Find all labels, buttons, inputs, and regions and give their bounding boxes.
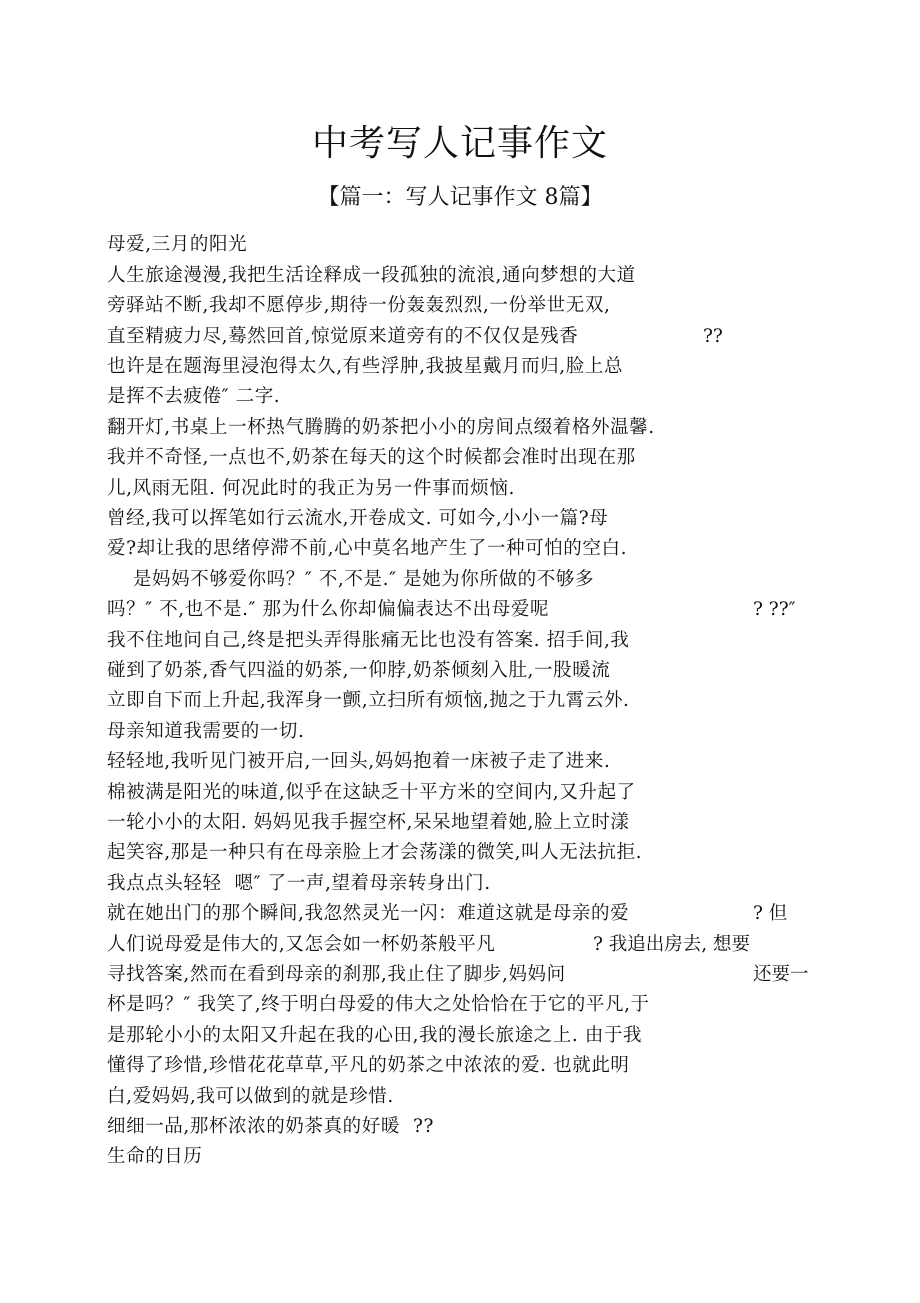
text-line: 起笑容,那是一种只有在母亲脸上才会荡漾的微笑,叫人无法抗拒.: [107, 842, 643, 863]
text-line: 是妈妈不够爱你吗？″ 不,不是.″ 是她为你所做的不够多: [107, 569, 595, 590]
text-line: 懂得了珍惜,珍惜花花草草,平凡的奶茶之中浓浓的爱. 也就此明: [107, 1055, 630, 1076]
text-line: 生命的日历: [107, 1146, 203, 1167]
line-tail: ? 我追出房去, 想要: [593, 934, 751, 955]
text-line: 白,爱妈妈,我可以做到的就是珍惜.: [107, 1086, 394, 1107]
text-line: 吗？″ 不,也不是.″ 那为什么你却偏偏表达不出母爱呢: [107, 599, 550, 620]
text-line: 爱?却让我的思绪停滞不前,心中莫名地产生了一种可怕的空白.: [107, 538, 628, 559]
document-subtitle: 【篇一：写人记事作文 8篇】: [317, 185, 603, 210]
text-line: 人们说母爱是伟大的,又怎会如一杯奶茶般平凡: [107, 934, 496, 955]
document-title: 中考写人记事作文: [311, 123, 608, 164]
text-line: 碰到了奶茶,香气四溢的奶茶,一仰脖,奶茶倾刻入肚,一股暖流: [107, 660, 611, 681]
text-line: 也许是在题海里浸泡得太久,有些浮肿,我披星戴月而归,脸上总: [107, 356, 624, 377]
text-line: 儿,风雨无阻. 何况此时的我正为另一件事而烦恼.: [107, 478, 515, 499]
text-line: 就在她出门的那个瞬间,我忽然灵光一闪：难道这就是母亲的爱: [107, 903, 630, 924]
text-line: 立即自下而上升起,我浑身一颤,立扫所有烦恼,抛之于九霄云外.: [107, 690, 630, 711]
text-line: 是那轮小小的太阳又升起在我的心田,我的漫长旅途之上. 由于我: [107, 1025, 643, 1046]
text-line: 曾经,我可以挥笔如行云流水,开卷成文. 可如今,小小一篇?母: [107, 508, 609, 529]
text-line: 我不住地问自己,终是把头弄得胀痛无比也没有答案. 招手间,我: [107, 630, 630, 651]
text-line: 直至精疲力尽,蓦然回首,惊觉原来道旁有的不仅仅是残香: [107, 326, 579, 347]
text-line: 一轮小小的太阳. 妈妈见我手握空杯,呆呆地望着她,脸上立时漾: [107, 812, 630, 833]
text-line: 棉被满是阳光的味道,似乎在这缺乏十平方米的空间内,又升起了: [107, 782, 636, 803]
text-line: 人生旅途漫漫,我把生活诠释成一段孤独的流浪,通向梦想的大道: [107, 265, 636, 286]
text-line: 旁驿站不断,我却不愿停步,期待一份轰轰烈烈,一份举世无双,: [107, 295, 611, 316]
text-line: 轻轻地,我听见门被开启,一回头,妈妈抱着一床被子走了进来.: [107, 751, 611, 772]
text-line: 是挥不去疲倦″ 二字.: [107, 386, 281, 407]
line-tail: 还要一: [753, 964, 809, 985]
text-line: 我并不奇怪,一点也不,奶茶在每天的这个时候都会准时出现在那: [107, 447, 636, 468]
line-tail: ? ??″: [753, 599, 796, 620]
text-line: 杯是吗？″ 我笑了,终于明白母爱的伟大之处恰恰在于它的平凡,于: [107, 994, 650, 1015]
text-line: 母亲知道我需要的一切.: [107, 721, 305, 742]
text-line: 翻开灯,书桌上一杯热气腾腾的奶茶把小小的房间点缀着格外温馨.: [107, 417, 655, 438]
text-line: 寻找答案,然而在看到母亲的刹那,我止住了脚步,妈妈问: [107, 964, 566, 985]
text-line: 母爱,三月的阳光: [107, 234, 248, 255]
line-tail: ? 但: [753, 903, 788, 924]
line-tail: ??: [703, 326, 723, 347]
text-line: 我点点头轻轻 嗯″ 了一声,望着母亲转身出门.: [107, 873, 491, 894]
text-line: 细细一品,那杯浓浓的奶茶真的好暖 ??: [107, 1116, 434, 1137]
